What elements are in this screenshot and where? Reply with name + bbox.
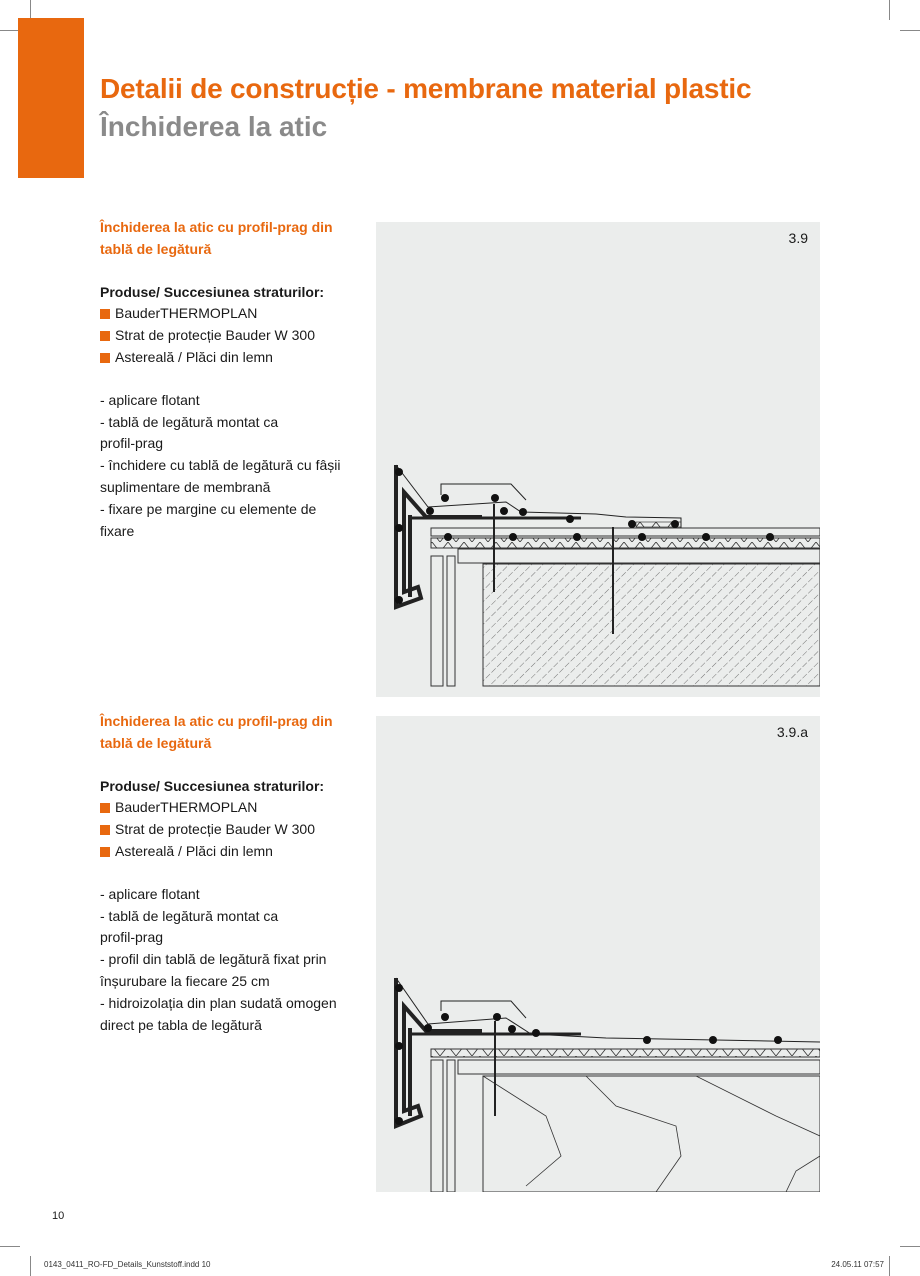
note-item [100, 455, 360, 499]
product-label: Strat de protecție Bauder W 300 [115, 821, 315, 838]
note-line: - tablă de legătură montat ca [100, 413, 279, 430]
note-item [100, 993, 360, 1037]
note-line: înșurubare la fiecare 25 cm [100, 972, 270, 989]
section-1-text [100, 217, 360, 542]
note-line: profil-prag [100, 435, 164, 452]
crop-mark [900, 30, 920, 31]
heading-line: tablă de legătură [100, 240, 212, 257]
square-bullet-icon [100, 309, 110, 319]
parapet-detail-drawing [376, 222, 820, 697]
product-item [100, 819, 360, 841]
product-label: BauderTHERMOPLAN [115, 305, 258, 322]
crop-mark [30, 0, 31, 20]
crop-mark [889, 1256, 890, 1276]
wall-structure [431, 1049, 820, 1192]
note-line: - hidroizolația din plan sudată omogen [100, 994, 337, 1011]
note-item [100, 499, 360, 543]
note-item [100, 906, 360, 950]
figure-label: 3.9 [788, 230, 808, 246]
notes-list [100, 390, 360, 543]
square-bullet-icon [100, 803, 110, 813]
note-line: - închidere cu tablă de legătură cu fâșii [100, 457, 341, 474]
crop-mark [0, 1246, 20, 1247]
note-line: - profil din tablă de legătură fixat prin [100, 951, 327, 968]
product-item [100, 347, 360, 369]
product-label: BauderTHERMOPLAN [115, 799, 258, 816]
wall-structure [431, 528, 820, 686]
figure-panel-3-9 [376, 222, 820, 697]
product-item [100, 841, 360, 863]
product-label: Astereală / Plăci din lemn [115, 842, 273, 859]
crop-mark [0, 30, 20, 31]
note-item [100, 412, 360, 456]
figure-label: 3.9.a [776, 724, 808, 740]
note-line: direct pe tabla de legătură [100, 1016, 262, 1033]
note-line: profil-prag [100, 929, 164, 946]
crop-mark [889, 0, 890, 20]
products-heading: Produse/ Succesiunea straturilor: [100, 777, 325, 794]
note-line: suplimentare de membrană [100, 478, 271, 495]
page-title: Detalii de construcție - membrane material plastic [100, 73, 752, 104]
file-slug: 0143_0411_RO-FD_Details_Kunststoff.indd 10 [44, 1260, 211, 1269]
note-line: - aplicare flotant [100, 885, 200, 902]
note-line: fixare [100, 522, 135, 539]
date-slug: 24.05.11 07:57 [831, 1260, 884, 1269]
square-bullet-icon [100, 353, 110, 363]
heading-line: Închiderea la atic cu profil-prag din [100, 713, 333, 729]
page-subtitle: Închiderea la atic [100, 111, 328, 142]
orange-accent-bar [18, 18, 84, 178]
product-label: Astereală / Plăci din lemn [115, 348, 273, 365]
note-line: - fixare pe margine cu elemente de [100, 500, 317, 517]
section-2-text [100, 711, 360, 1036]
square-bullet-icon [100, 331, 110, 341]
notes-list [100, 884, 360, 1037]
note-item [100, 884, 360, 906]
product-item [100, 303, 360, 325]
crop-mark [900, 1246, 920, 1247]
note-line: - tablă de legătură montat ca [100, 907, 279, 924]
note-line: - aplicare flotant [100, 391, 200, 408]
section-heading [100, 711, 360, 755]
page-number: 10 [52, 1210, 65, 1222]
product-item [100, 325, 360, 347]
figure-panel-3-9-a [376, 716, 820, 1192]
parapet-detail-drawing [376, 716, 820, 1192]
product-item [100, 797, 360, 819]
note-item [100, 949, 360, 993]
square-bullet-icon [100, 847, 110, 857]
section-heading [100, 217, 360, 261]
heading-line: Închiderea la atic cu profil-prag din [100, 219, 333, 235]
product-label: Strat de protecție Bauder W 300 [115, 327, 315, 344]
note-item [100, 390, 360, 412]
heading-line: tablă de legătură [100, 734, 212, 751]
crop-mark [30, 1256, 31, 1276]
products-heading: Produse/ Succesiunea straturilor: [100, 283, 325, 300]
square-bullet-icon [100, 825, 110, 835]
